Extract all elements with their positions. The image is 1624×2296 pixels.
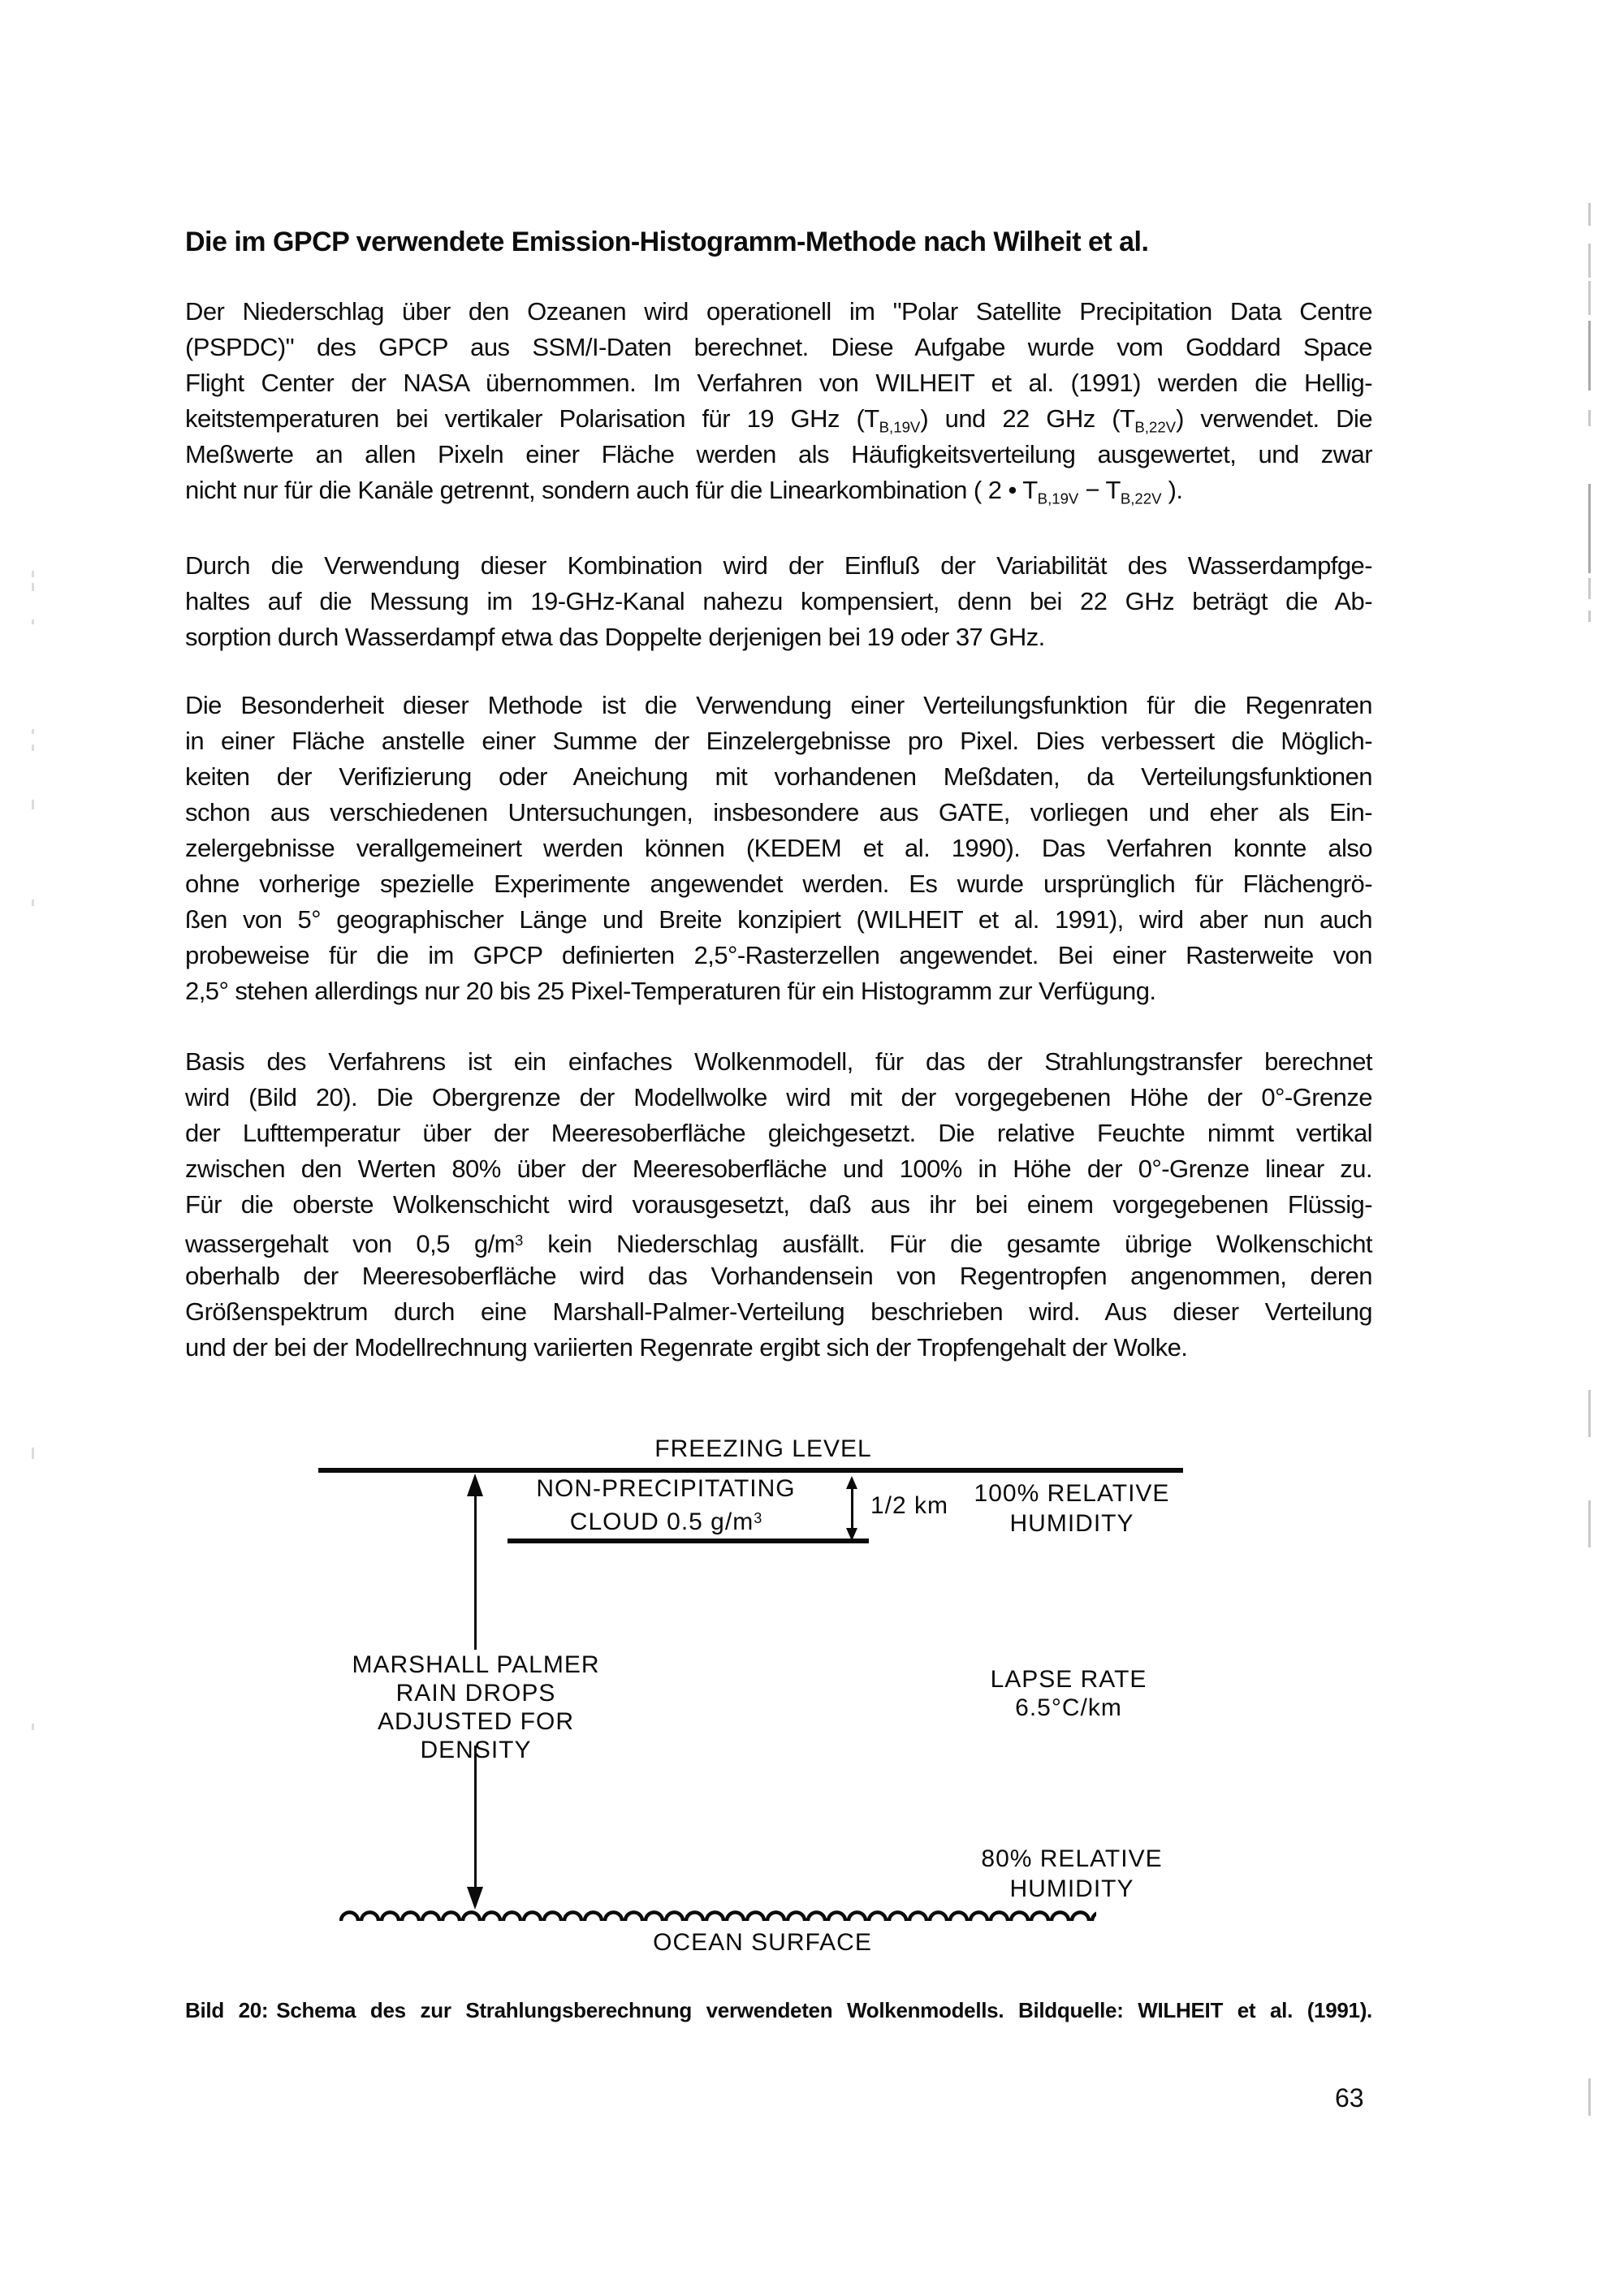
scan-artifact [1588, 484, 1591, 573]
scan-artifact [1588, 578, 1591, 599]
paragraph-2 [185, 548, 1372, 655]
body-line: probeweise für die im GPCP definierten 2,5°-Rasterzellen angewendet. Bei einer Rasterweite von [185, 941, 1372, 969]
body-line: Größenspektrum durch eine Marshall-Palmer-Verteilung beschrieben wird. Aus dieser Verteilung [185, 1297, 1372, 1326]
figure-caption-text: Schema des zur Strahlungsberechnung verwendeten Wolkenmodells. Bildquelle: WILHEIT et al. (1991). [276, 1998, 1372, 2022]
paragraph-3 [185, 688, 1372, 1009]
lapse-rate-line2: 6.5°C/km [1015, 1694, 1122, 1721]
body-line: oberhalb der Meeresoberfläche wird das Vorhandensein von Regentropfen angenommen, deren [185, 1262, 1372, 1290]
humidity-80-line1: 80% RELATIVE [981, 1845, 1163, 1872]
scan-artifact [32, 1448, 34, 1459]
scan-artifact [1588, 203, 1591, 226]
arrow-shaft-upper [474, 1494, 477, 1650]
body-line: haltes auf die Messung im 19-GHz-Kanal nahezu kompensiert, denn bei 22 GHz beträgt die Ab- [185, 587, 1372, 615]
humidity-100-line2: HUMIDITY [1009, 1510, 1134, 1537]
freezing-level-line [318, 1468, 1183, 1473]
body-line: der Lufttemperatur über der Meeresoberfläche gleichgesetzt. Die relative Feuchte nimmt vertikal [185, 1119, 1372, 1147]
body-line: 2,5° stehen allerdings nur 20 bis 25 Pixel-Temperaturen für ein Histogramm zur Verfügung. [185, 977, 1156, 1005]
marshall-palmer-line3: ADJUSTED FOR DENSITY [377, 1708, 574, 1763]
scan-artifact [1588, 1390, 1591, 1437]
paragraph-1 [185, 294, 1372, 508]
body-line: wird (Bild 20). Die Obergrenze der Modellwolke wird mit der vorgegebenen Höhe der 0°-Grenze [185, 1083, 1372, 1111]
humidity-100-label [950, 1478, 1194, 1539]
marshall-palmer-line1: MARSHALL PALMER [352, 1651, 600, 1678]
body-line: wassergehalt von 0,5 $g/m^3$ kein Niederschlag ausfällt. Für die gesamte übrige Wolkenschicht [185, 1229, 1372, 1258]
cloud-layer-label [503, 1474, 828, 1537]
body-line: Für die oberste Wolkenschicht wird vorausgesetzt, daß aus ihr bei einem vorgegebenen Flüssig- [185, 1190, 1372, 1219]
body-line: Basis des Verfahrens ist ein einfaches Wolkenmodell, für das der Strahlungstransfer berechnet [185, 1047, 1372, 1076]
cloud-layer-label-line1: NON-PRECIPITATING [536, 1475, 796, 1502]
body-line: sorption durch Wasserdampf etwa das Doppelte derjenigen bei 19 oder 37 GHz. [185, 623, 1045, 651]
scan-artifact [32, 744, 34, 751]
body-line: Die Besonderheit dieser Methode ist die Verwendung einer Verteilungsfunktion für die Regenraten [185, 691, 1372, 719]
half-km-arrow-shaft [851, 1487, 853, 1530]
arrow-shaft-lower [474, 1746, 477, 1888]
scan-artifact [32, 619, 34, 624]
ocean-surface-wave [339, 1908, 1096, 1921]
lapse-rate-line1: LAPSE RATE [990, 1666, 1147, 1693]
scan-artifact [1588, 2078, 1591, 2116]
body-line: (PSPDC)" des GPCP aus SSM/I-Daten berechnet. Diese Aufgabe wurde vom Goddard Space [185, 333, 1372, 361]
body-line: Durch die Verwendung dieser Kombination wird der Einfluß der Variabilität des Wasserdampfge- [185, 551, 1372, 580]
scan-artifact [32, 583, 34, 591]
humidity-100-line1: 100% RELATIVE [974, 1480, 1170, 1507]
freezing-level-label: FREEZING LEVEL [654, 1435, 872, 1462]
cloud-base-line [508, 1539, 869, 1543]
figure-caption [185, 1996, 1372, 2025]
body-line: zwischen den Werten 80% über der Meeresoberfläche und 100% in Höhe der 0°-Grenze linear zu. [185, 1154, 1372, 1183]
scan-artifact [32, 1724, 34, 1730]
body-line: keiten der Verifizierung oder Aneichung mit vorhandenen Meßdaten, da Verteilungsfunktionen [185, 762, 1372, 791]
scan-artifact [32, 900, 34, 906]
body-line: Meßwerte an allen Pixeln einer Fläche werden als Häufigkeitsverteilung ausgewertet, und zwar [185, 440, 1372, 468]
up-arrowhead-icon [467, 1474, 483, 1496]
marshall-palmer-label [322, 1651, 630, 1764]
paragraph-4 [185, 1044, 1372, 1366]
scan-artifact [1588, 410, 1591, 426]
half-km-label: 1/2 km [870, 1492, 949, 1519]
body-line: Der Niederschlag über den Ozeanen wird operationell im "Polar Satellite Precipitation Data Centre [185, 297, 1372, 326]
section-title: Die im GPCP verwendete Emission-Histogramm-Methode nach Wilheit et al. [185, 227, 1149, 257]
humidity-80-label [950, 1844, 1194, 1904]
body-line: zelergebnisse verallgemeinert werden können (KEDEM et al. 1990). Das Verfahren konnte also [185, 834, 1372, 862]
scan-artifact [1588, 321, 1591, 391]
lapse-rate-label [947, 1665, 1190, 1722]
body-line: Flight Center der NASA übernommen. Im Verfahren von WILHEIT et al. (1991) werden die Hellig- [185, 369, 1372, 397]
page-number: 63 [1335, 2083, 1364, 2113]
scan-artifact [1588, 244, 1591, 278]
body-line: nicht nur für die Kanäle getrennt, sondern auch für die Linearkombination ( 2 • $T_{B,19V} - T_{B,22V}$ ). [185, 476, 1183, 507]
body-line: und der bei der Modellrechnung variierten Regenrate ergibt sich der Tropfengehalt der Wolke. [185, 1333, 1188, 1362]
scan-artifact [1588, 1500, 1591, 1547]
scan-artifact [32, 800, 34, 809]
body-line: in einer Fläche anstelle einer Summe der Einzelergebnisse pro Pixel. Dies verbessert die Möglich- [185, 727, 1372, 755]
scan-artifact [1588, 611, 1591, 622]
scan-artifact [1588, 281, 1591, 315]
body-line: keitstemperaturen bei vertikaler Polarisation für 19 GHz $(T_{B,19V})$ und 22 GHz $(T_{B,22V})$ verwendet. Die [185, 404, 1373, 436]
marshall-palmer-line2: RAIN DROPS [395, 1680, 556, 1707]
body-line: ßen von 5° geographischer Länge und Breite konzipiert (WILHEIT et al. 1991), wird aber nun auch [185, 905, 1372, 934]
ocean-surface-label: OCEAN SURFACE [653, 1929, 872, 1956]
body-line: schon aus verschiedenen Untersuchungen, insbesondere aus GATE, vorliegen und eher als Ein- [185, 798, 1372, 826]
body-line: ohne vorherige spezielle Experimente angewendet werden. Es wurde ursprünglich für Flächengrö- [185, 870, 1372, 898]
cloud-layer-label-line2: CLOUD 0.5 $g/m^3$ [569, 1508, 762, 1536]
down-arrowhead-icon [467, 1887, 483, 1910]
figure-caption-number: Bild 20: [185, 1998, 269, 2022]
scan-artifact [32, 729, 34, 734]
scan-artifact [32, 571, 34, 577]
humidity-80-line2: HUMIDITY [1009, 1875, 1134, 1902]
